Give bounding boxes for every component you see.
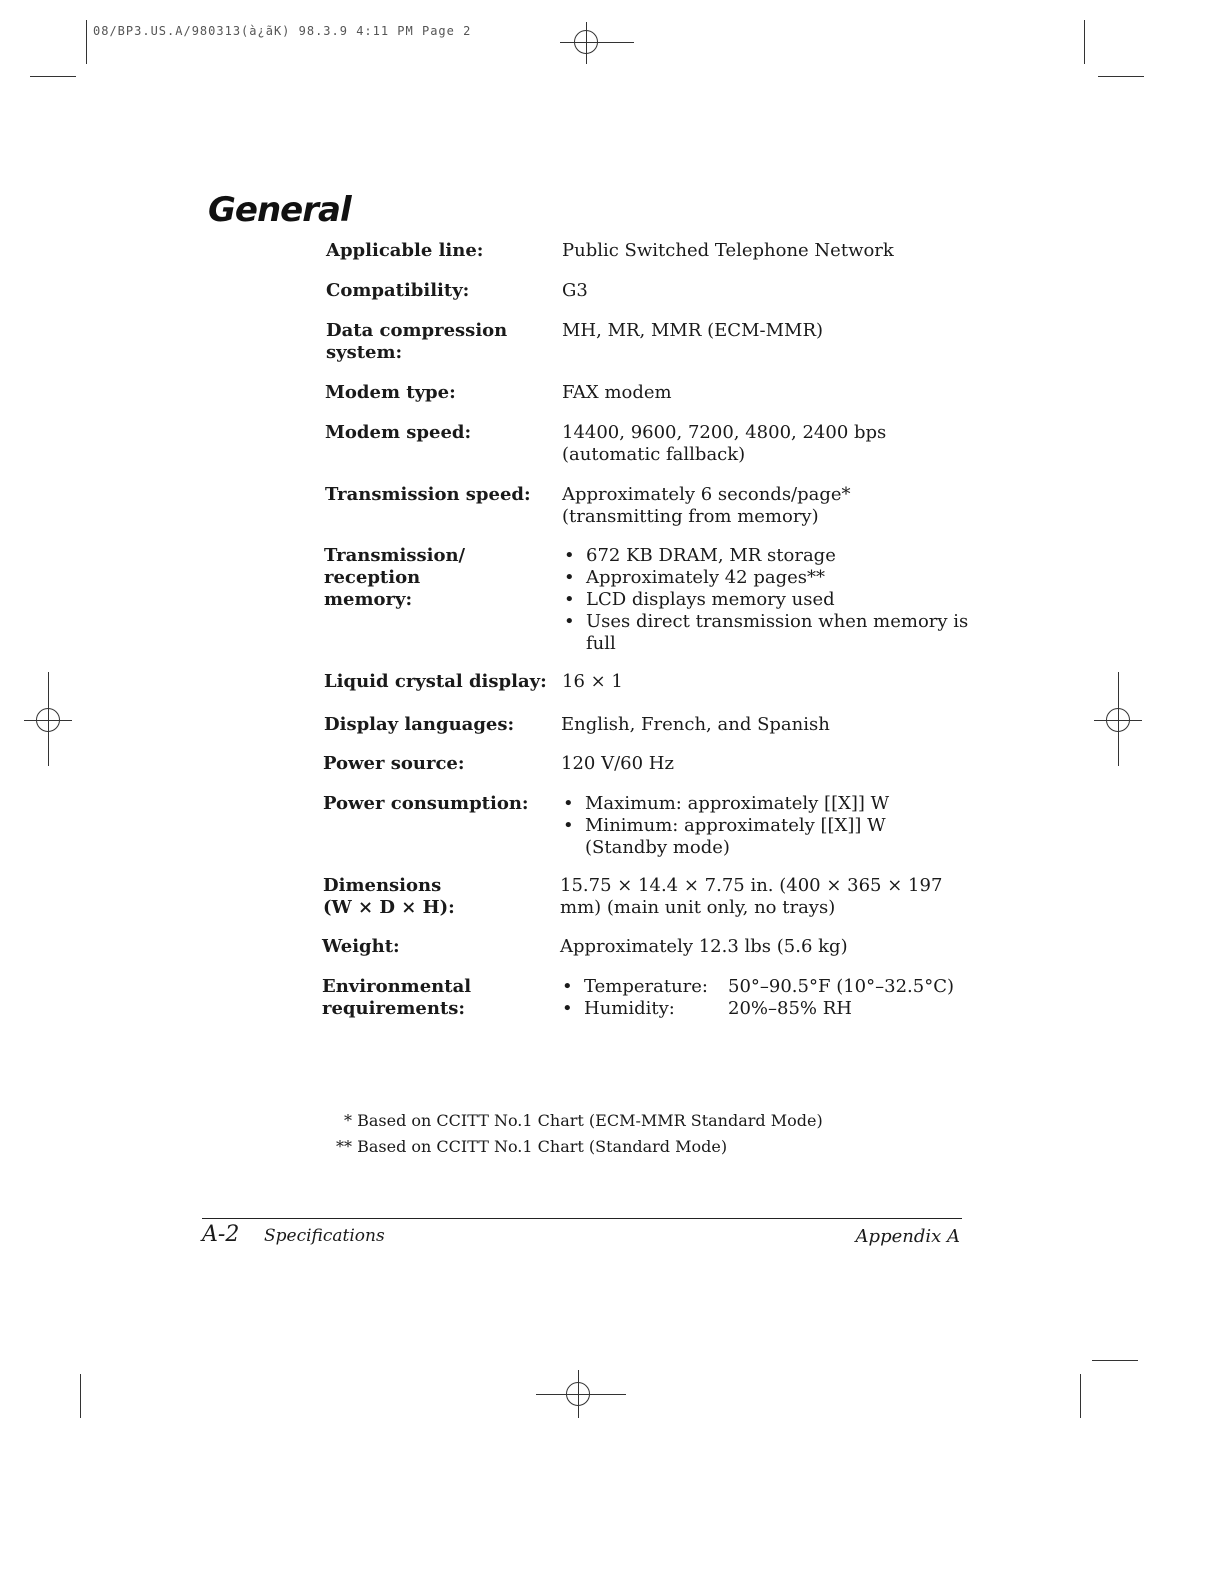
env-value: 50°–90.5°F (10°–32.5°C)	[728, 976, 954, 997]
spec-label: Power consumption:	[323, 793, 529, 814]
footer-rule	[202, 1218, 962, 1219]
spec-label: Compatibility:	[326, 280, 470, 301]
list-item: • Maximum: approximately [[X]] W	[561, 793, 921, 815]
crop-mark	[80, 1374, 81, 1418]
spec-value: Approximately 6 seconds/page* (transmitting from memory)	[562, 484, 851, 527]
spec-label: Dimensions (W × D × H):	[323, 875, 455, 918]
env-name: Humidity:	[584, 998, 675, 1019]
spec-label: Power source:	[323, 753, 465, 774]
list-item: • Minimum: approximately [[X]] W (Standby mode)	[561, 815, 921, 859]
spec-label: Environmental requirements:	[322, 976, 472, 1019]
footer-appendix: Appendix A	[855, 1226, 960, 1247]
power-list	[561, 793, 921, 859]
crop-mark	[1092, 1360, 1138, 1361]
list-item	[560, 976, 970, 998]
page-number: A-2	[202, 1222, 240, 1247]
spec-value: 120 V/60 Hz	[561, 753, 674, 774]
slug-line: 08/BP3.US.A/980313(à¿ãK) 98.3.9 4:11 PM Page 2	[93, 24, 472, 38]
spec-value: MH, MR, MMR (ECM-MMR)	[562, 320, 824, 341]
list-item	[560, 998, 970, 1020]
memory-list	[562, 545, 972, 655]
spec-label: Applicable line:	[326, 240, 484, 261]
footnote: ** Based on CCITT No.1 Chart (Standard Mode)	[336, 1137, 728, 1156]
section-title: General	[208, 190, 351, 230]
spec-value: 15.75 × 14.4 × 7.75 in. (400 × 365 × 197 mm) (main unit only, no trays)	[560, 875, 943, 918]
spec-label: Modem type:	[325, 382, 456, 403]
spec-label: Transmission speed:	[325, 484, 531, 505]
crop-mark	[1080, 1374, 1081, 1418]
spec-value: 16 × 1	[562, 671, 623, 692]
env-value: 20%–85% RH	[728, 998, 852, 1019]
environment-list	[560, 976, 970, 1020]
spec-value: 14400, 9600, 7200, 4800, 2400 bps (automatic fallback)	[562, 422, 887, 465]
footnote: * Based on CCITT No.1 Chart (ECM-MMR Standard Mode)	[344, 1111, 823, 1130]
list-item: • Approximately 42 pages**	[562, 567, 972, 589]
spec-label: Data compression system:	[326, 320, 508, 363]
spec-value: English, French, and Spanish	[561, 714, 830, 735]
spec-label: Display languages:	[324, 714, 515, 735]
spec-value	[562, 545, 972, 655]
crop-mark	[1098, 76, 1144, 77]
spec-value: Approximately 12.3 lbs (5.6 kg)	[560, 936, 848, 957]
spec-value: G3	[562, 280, 588, 301]
footer-section: Specifications	[264, 1226, 385, 1246]
env-name: Temperature:	[584, 976, 708, 997]
spec-label: Transmission/ reception memory:	[324, 545, 466, 610]
spec-label: Weight:	[322, 936, 400, 957]
crop-mark	[1084, 20, 1085, 64]
spec-label: Liquid crystal display:	[324, 671, 547, 692]
spec-value	[560, 976, 970, 1020]
crop-mark	[30, 76, 76, 77]
spec-value	[561, 793, 921, 859]
list-item: • Uses direct transmission when memory is full	[562, 611, 972, 655]
list-item: • LCD displays memory used	[562, 589, 972, 611]
spec-value: FAX modem	[562, 382, 672, 403]
spec-label: Modem speed:	[325, 422, 472, 443]
list-item: • 672 KB DRAM, MR storage	[562, 545, 972, 567]
spec-value: Public Switched Telephone Network	[562, 240, 894, 261]
crop-mark	[86, 20, 87, 64]
